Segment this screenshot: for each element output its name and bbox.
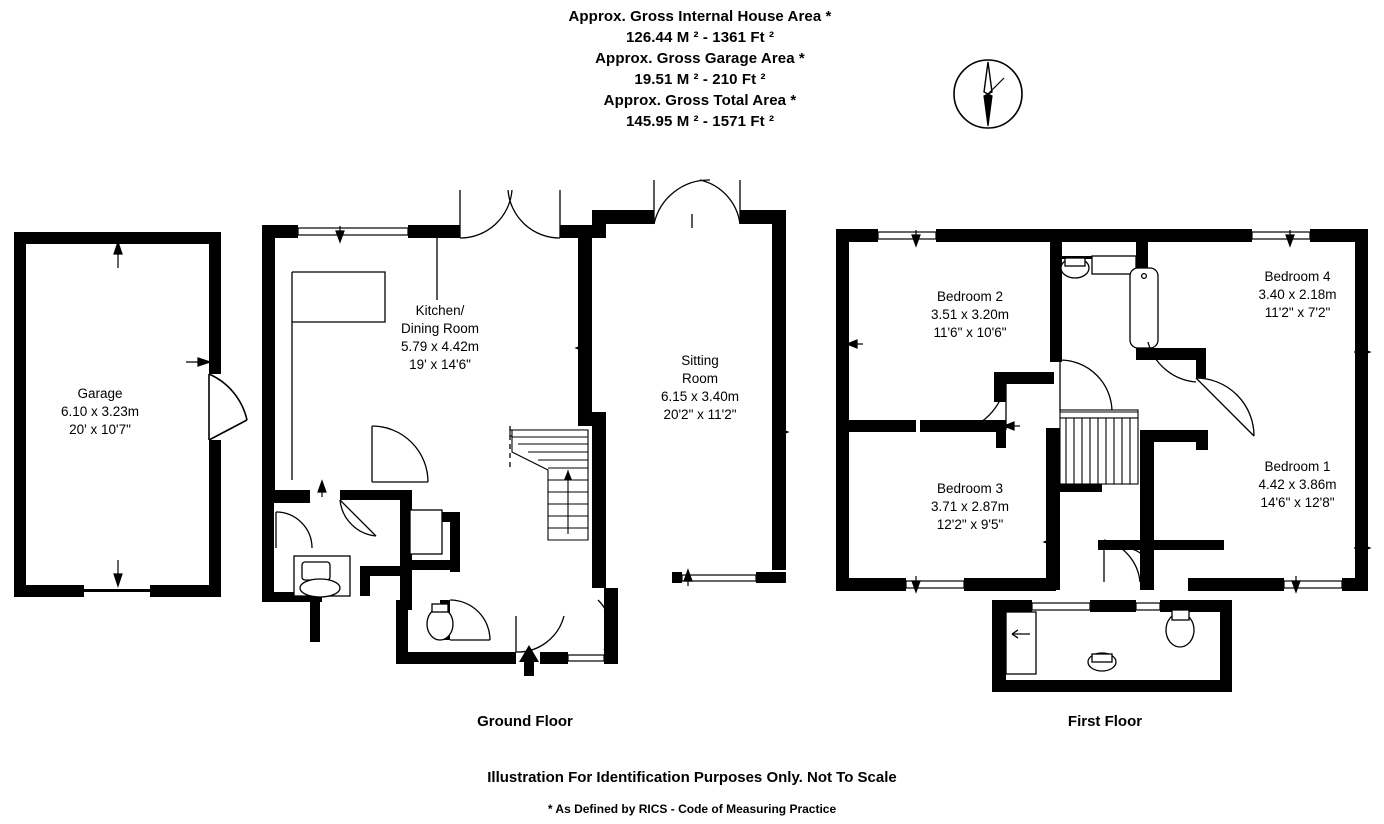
room-dims-m: 6.15 x 3.40m xyxy=(660,389,740,404)
total-area-value: 145.95 M ² - 1571 Ft ² xyxy=(625,113,775,130)
room-dims-m: 3.71 x 2.87m xyxy=(930,499,1010,514)
room-name: Bedroom 1 xyxy=(1264,459,1331,474)
disclaimer-main: Illustration For Identification Purposes Only. Not To Scale xyxy=(487,769,897,786)
house-area-title: Approx. Gross Internal House Area * xyxy=(568,8,832,25)
room-dims-ft: 14'6" x 12'8" xyxy=(1260,495,1335,510)
room-label-sitting-room xyxy=(635,352,765,424)
room-dims-m: 4.42 x 3.86m xyxy=(1258,477,1337,492)
room-name: Garage xyxy=(77,386,123,401)
room-name-line2: Dining Room xyxy=(400,321,480,336)
room-name-line2: Room xyxy=(681,371,718,386)
total-area-title: Approx. Gross Total Area * xyxy=(603,92,797,109)
room-dims-ft: 11'6" x 10'6" xyxy=(933,325,1007,340)
room-dims-m: 6.10 x 3.23m xyxy=(60,404,140,419)
room-dims-ft: 20'2" x 11'2" xyxy=(663,407,737,422)
room-name-line1: Kitchen/ xyxy=(415,303,465,318)
room-dims-ft: 11'2" x 7'2" xyxy=(1264,305,1331,320)
room-name: Bedroom 2 xyxy=(936,289,1004,304)
garage-area-value: 19.51 M ² - 210 Ft ² xyxy=(634,71,766,88)
room-dims-m: 3.40 x 2.18m xyxy=(1258,287,1337,302)
garage-area-title: Approx. Gross Garage Area * xyxy=(595,50,805,67)
room-label-bedroom-4 xyxy=(1215,268,1380,322)
room-label-kitchen-dining xyxy=(375,302,505,374)
room-label-garage xyxy=(40,385,160,439)
house-area-value: 126.44 M ² - 1361 Ft ² xyxy=(625,29,775,46)
room-dims-ft: 20' x 10'7" xyxy=(69,422,131,437)
disclaimer-note: * As Defined by RICS - Code of Measuring Practice xyxy=(547,802,837,816)
room-dims-m: 3.51 x 3.20m xyxy=(930,307,1010,322)
room-label-bedroom-1 xyxy=(1215,458,1380,512)
ground-floor-caption: Ground Floor xyxy=(477,713,573,730)
room-name: Bedroom 4 xyxy=(1264,269,1331,284)
room-name: Bedroom 3 xyxy=(936,481,1004,496)
room-dims-ft: 19' x 14'6" xyxy=(409,357,471,372)
room-label-bedroom-3 xyxy=(895,480,1045,534)
room-name-line1: Sitting xyxy=(681,353,719,368)
room-label-bedroom-2 xyxy=(895,288,1045,342)
room-dims-ft: 12'2" x 9'5" xyxy=(936,517,1004,532)
first-floor-caption: First Floor xyxy=(1067,713,1143,730)
room-dims-m: 5.79 x 4.42m xyxy=(400,339,480,354)
